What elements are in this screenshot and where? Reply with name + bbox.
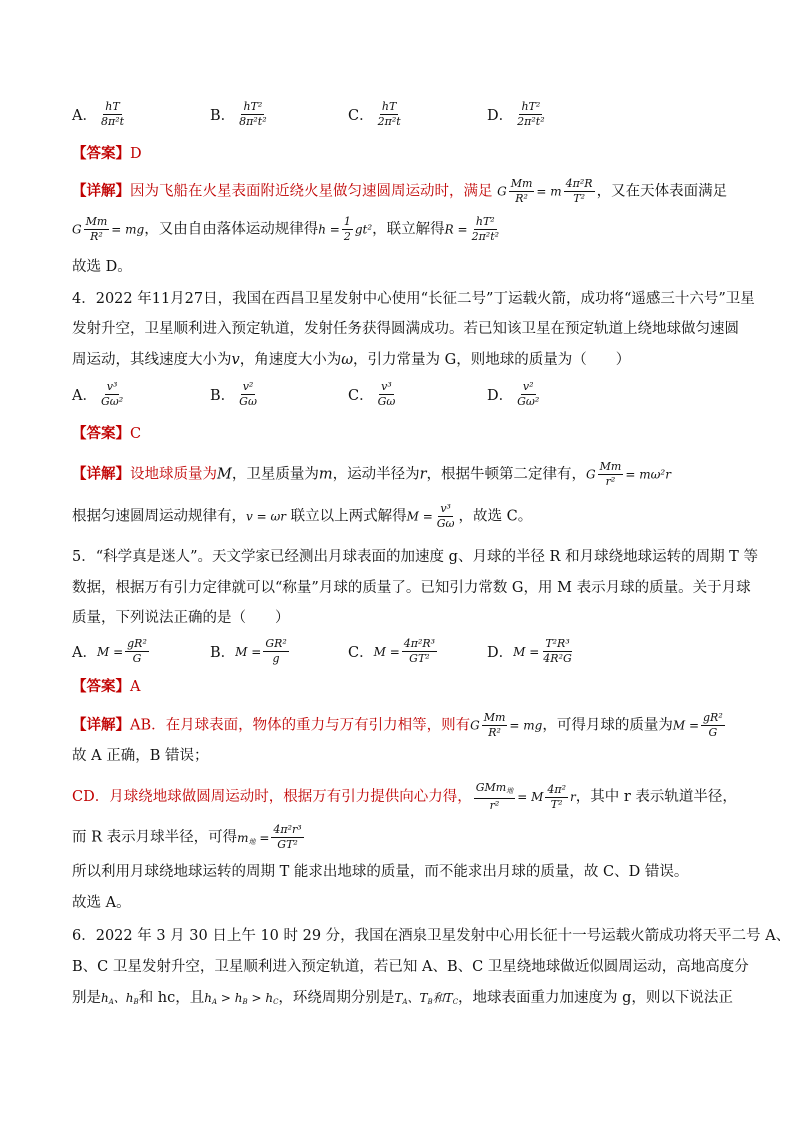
- q5-option-c[interactable]: C． M = $\frac{\text{4π²R³}}{\text{GT²}}$: [348, 637, 436, 665]
- q4-option-b[interactable]: B． $\frac{\text{v²}}{G\omega}$: [210, 380, 257, 408]
- q4-detail-line-2: 根据匀速圆周运动规律有，v = ωr 联立以上两式解得M = $\frac{\text{v³}}{G\omega}$ ，故选 C。: [72, 502, 533, 530]
- q5-detail-line-5: 所以利用月球绕地球运转的周期 T 能求出地球的质量，而不能求出月球的质量，故 C、D 错误。: [72, 864, 689, 880]
- q5-detail-line-4: 而 R 表示月球半径，可得$m_地$ = $\frac{\text{4π²r³}}{\text{GT²}}$: [72, 823, 302, 851]
- q5-answer-line: 【答案】A: [72, 678, 141, 695]
- q4-stem-line-1: 4．2022 年11月27日，我国在西昌卫星发射中心使用“长征二号”丁运载火箭，成功将“遥感三十六号”卫星: [72, 291, 755, 307]
- q6-stem-line-3: 别是$h_A$、$h_B$和 hc，且$h_A > h_B > h_C$，环绕周期分别是$T_A$、$T_B$和$T_C$，地球表面重力加速度为 g，则以下说法正: [72, 990, 733, 1006]
- q3-detail-line-1: 【详解】因为飞船在火星表面附近绕火星做匀速圆周运动时，满足 G $\frac{Mm}{\text{R²}}$ = m $\frac{\text{4π²R}}{\text{T²}}$ ，又在天体表面满足: [72, 177, 728, 205]
- q6-stem-line-2: B、C 卫星发射升空，卫星顺利进入预定轨道，若已知 A、B、C 卫星绕地球做近似圆周运动，高地高度分: [72, 959, 749, 975]
- q3-conclusion: 故选 D。: [72, 259, 132, 275]
- q4-stem-line-3: 周运动，其线速度大小为v，角速度大小为ω，引力常量为 G，则地球的质量为（ ）: [72, 352, 631, 368]
- q5-option-a[interactable]: A． M = $\frac{\text{gR²}}{G}$: [72, 637, 147, 665]
- q3-option-b[interactable]: B． $\frac{\text{hT²}}{\text{8π²t²}}$: [210, 100, 267, 128]
- q5-stem-line-3: 质量，下列说法正确的是（ ）: [72, 610, 290, 626]
- q5-option-b[interactable]: B． M = $\frac{\text{GR²}}{g}$: [210, 637, 287, 665]
- q5-option-d[interactable]: D． M = $\frac{\text{T²R³}}{\text{4R²G}}$: [487, 637, 572, 665]
- q5-detail-line-1: 【详解】AB．在月球表面，物体的重力与万有引力相等，则有G $\frac{Mm}{\text{R²}}$ = mg，可得月球的质量为M = $\frac{\text{gR²}}{G}$: [72, 711, 723, 739]
- q5-detail-line-3: CD．月球绕地球做圆周运动时，根据万有引力提供向心力得， $\frac{GMm_地}{\text{r²}}$ = M $\frac{\text{4π²}}{\text{T²}}$ r，其中 r 表示轨道半径，: [72, 781, 737, 812]
- q5-conclusion: 故选 A。: [72, 895, 131, 911]
- q4-option-c[interactable]: C． $\frac{\text{v³}}{G\omega}$: [348, 380, 396, 408]
- q4-option-d[interactable]: D． $\frac{\text{v²}}{\text{Gω²}}$: [487, 380, 540, 408]
- q6-stem-line-1: 6．2022 年 3 月 30 日上午 10 时 29 分，我国在酒泉卫星发射中心用长征十一号运载火箭成功将天平二号 A、: [72, 928, 791, 944]
- q5-stem-line-1: 5．“科学真是迷人”。天文学家已经测出月球表面的加速度 g、月球的半径 R 和月球绕地球运转的周期 T 等: [72, 549, 758, 565]
- q4-answer-line: 【答案】C: [72, 425, 142, 442]
- q5-stem-line-2: 数据，根据万有引力定律就可以“称量”月球的质量了。已知引力常数 G，用 M 表示月球的质量。关于月球: [72, 580, 751, 596]
- q4-option-a[interactable]: A． $\frac{\text{v³}}{\text{Gω²}}$: [72, 380, 124, 408]
- q3-option-a[interactable]: A． $\frac{hT}{\text{8π²t}}$: [72, 100, 125, 128]
- q4-detail-line-1: 【详解】设地球质量为M，卫星质量为m，运动半径为r，根据牛顿第二定律有，G $\frac{Mm}{\text{r²}}$ = mω²r: [72, 460, 671, 488]
- q3-option-d[interactable]: D． $\frac{\text{hT²}}{\text{2π²t²}}$: [487, 100, 545, 128]
- q4-stem-line-2: 发射升空，卫星顺利进入预定轨道，发射任务获得圆满成功。若已知该卫星在预定轨道上绕地球做匀速圆: [72, 321, 739, 337]
- q3-answer-line: 【答案】D: [72, 145, 142, 162]
- q3-detail-line-2: G $\frac{Mm}{\text{R²}}$ = mg，又由自由落体运动规律得h = $\frac{1}{2}$ gt²，联立解得R = $\frac{\text{hT²}}{\text{2π²t²}}$: [72, 215, 500, 243]
- q3-option-c[interactable]: C． $\frac{hT}{\text{2π²t}}$: [348, 100, 401, 128]
- q5-detail-line-2: 故 A 正确，B 错误；: [72, 748, 209, 764]
